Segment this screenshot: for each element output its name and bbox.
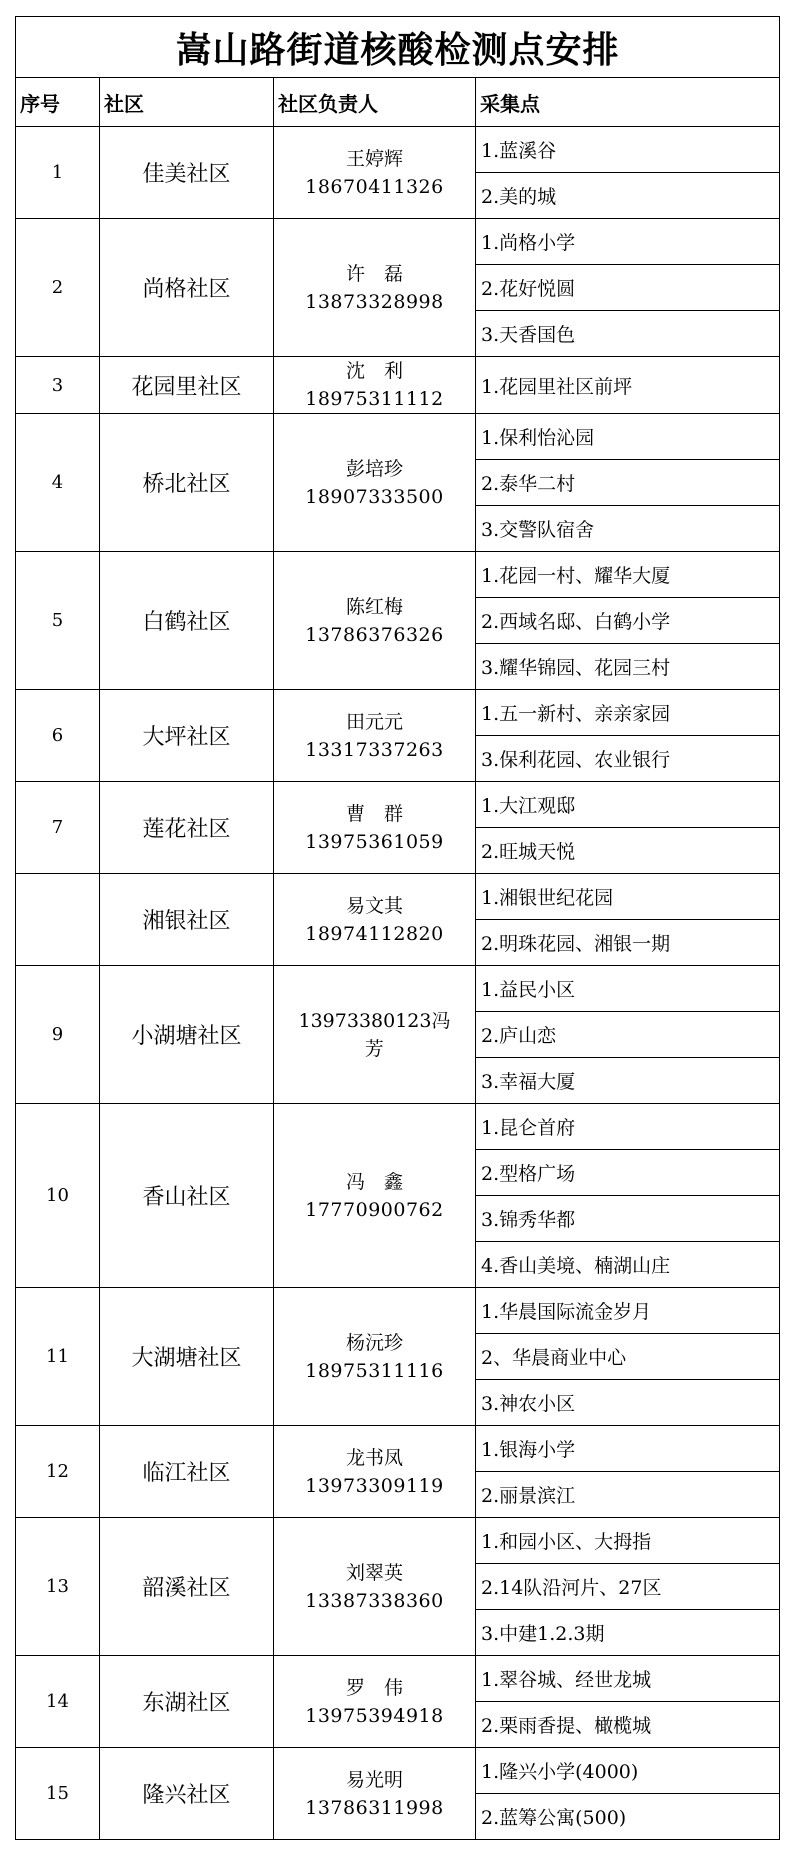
community-leader-cell: [274, 127, 476, 219]
collection-site: 1.翠谷城、经世龙城: [476, 1656, 780, 1702]
row-index: 1: [16, 127, 100, 219]
table-row: [16, 414, 780, 460]
row-index: 13: [16, 1518, 100, 1656]
table-row: [16, 1104, 780, 1150]
collection-site: 1.益民小区: [476, 966, 780, 1012]
collection-site: 1.五一新村、亲亲家园: [476, 690, 780, 736]
collection-site: 2.丽景滨江: [476, 1472, 780, 1518]
leader-phone: 17770900762: [305, 1198, 444, 1221]
community-name: 东湖社区: [100, 1656, 274, 1748]
row-index: 4: [16, 414, 100, 552]
community-leader-cell: [274, 1748, 476, 1840]
table-row: [16, 357, 780, 414]
leader-phone: 18975311116: [305, 1359, 444, 1382]
community-leader-cell: [274, 1288, 476, 1426]
collection-site: 1.昆仑首府: [476, 1104, 780, 1150]
community-name: 花园里社区: [100, 357, 274, 414]
collection-site: 3.神农小区: [476, 1380, 780, 1426]
leader-name: 杨沅珍: [345, 1331, 403, 1354]
row-index: 6: [16, 690, 100, 782]
table-row: [16, 1518, 780, 1564]
community-leader-cell: [274, 552, 476, 690]
row-index: 15: [16, 1748, 100, 1840]
collection-site: 2.西域名邸、白鹤小学: [476, 598, 780, 644]
community-name: 小湖塘社区: [100, 966, 274, 1104]
leader-phone: 13873328998: [305, 290, 444, 313]
leader-name: 曹 群: [345, 802, 403, 825]
leader-phone: 13973309119: [305, 1474, 444, 1497]
collection-site: 2.明珠花园、湘银一期: [476, 920, 780, 966]
collection-site: 2.蓝筹公寓(500): [476, 1794, 780, 1840]
table-row: [16, 1748, 780, 1794]
community-leader-cell: [274, 1656, 476, 1748]
table-row: [16, 1656, 780, 1702]
leader-phone: 18974112820: [305, 922, 444, 945]
collection-site: 1.大江观邸: [476, 782, 780, 828]
community-name: 大坪社区: [100, 690, 274, 782]
table-row: [16, 690, 780, 736]
leader-name: 易光明: [345, 1768, 403, 1791]
community-name: 临江社区: [100, 1426, 274, 1518]
collection-site: 2.14队沿河片、27区: [476, 1564, 780, 1610]
row-index: 5: [16, 552, 100, 690]
community-leader-cell: [274, 414, 476, 552]
leader-name: 龙书凤: [345, 1446, 403, 1469]
community-leader-cell: [274, 690, 476, 782]
collection-site: 1.保利怡沁园: [476, 414, 780, 460]
collection-site: 2.庐山恋: [476, 1012, 780, 1058]
community-name: 湘银社区: [100, 874, 274, 966]
community-leader-cell: [274, 966, 476, 1104]
collection-site: 3.天香国色: [476, 311, 780, 357]
table-row: [16, 552, 780, 598]
row-index: 12: [16, 1426, 100, 1518]
collection-site: 1.和园小区、大拇指: [476, 1518, 780, 1564]
table-row: [16, 219, 780, 265]
table-row: [16, 874, 780, 920]
community-leader-cell: [274, 782, 476, 874]
row-index: 10: [16, 1104, 100, 1288]
leader-name: 许 磊: [345, 262, 403, 285]
row-index: [16, 874, 100, 966]
community-leader-cell: [274, 874, 476, 966]
leader-name: 沈 利: [345, 360, 403, 382]
leader-name: 田元元: [345, 710, 403, 733]
header-sites: 采集点: [476, 78, 780, 127]
row-index: 3: [16, 357, 100, 414]
header-leader: 社区负责人: [274, 78, 476, 127]
leader-phone: 18670411326: [305, 175, 444, 198]
row-index: 2: [16, 219, 100, 357]
collection-site: 2.型格广场: [476, 1150, 780, 1196]
collection-site: 2.花好悦圆: [476, 265, 780, 311]
header-index: 序号: [16, 78, 100, 127]
collection-site: 3.交警队宿舍: [476, 506, 780, 552]
collection-site: 3.锦秀华都: [476, 1196, 780, 1242]
arrangement-table: [15, 16, 780, 1840]
collection-site: 3.幸福大厦: [476, 1058, 780, 1104]
leader-phone: 芳: [364, 1037, 385, 1060]
table-row: [16, 1426, 780, 1472]
collection-site: 3.保利花园、农业银行: [476, 736, 780, 782]
leader-name: 刘翠英: [345, 1561, 403, 1584]
leader-phone: 13975361059: [305, 830, 444, 853]
leader-name: 罗 伟: [345, 1676, 403, 1699]
leader-phone: 18907333500: [305, 485, 444, 508]
leader-phone: 13786376326: [305, 623, 444, 646]
community-name: 尚格社区: [100, 219, 274, 357]
leader-name: 易文其: [345, 894, 403, 917]
collection-site: 1.隆兴小学(4000): [476, 1748, 780, 1794]
community-leader-cell: [274, 357, 476, 414]
leader-phone: 13387338360: [305, 1589, 444, 1612]
collection-site: 2.旺城天悦: [476, 828, 780, 874]
leader-name: 彭培珍: [345, 457, 403, 480]
table-row: [16, 1288, 780, 1334]
leader-name: 王婷辉: [345, 147, 403, 170]
row-index: 7: [16, 782, 100, 874]
header-community: 社区: [100, 78, 274, 127]
community-name: 香山社区: [100, 1104, 274, 1288]
leader-name: 陈红梅: [345, 595, 403, 618]
leader-name: 冯 鑫: [345, 1170, 403, 1193]
community-name: 大湖塘社区: [100, 1288, 274, 1426]
community-name: 白鹤社区: [100, 552, 274, 690]
community-leader-cell: [274, 1104, 476, 1288]
collection-site: 3.耀华锦园、花园三村: [476, 644, 780, 690]
collection-site: 1.湘银世纪花园: [476, 874, 780, 920]
collection-site: 1.蓝溪谷: [476, 127, 780, 173]
collection-site: 1.尚格小学: [476, 219, 780, 265]
collection-site: 4.香山美境、楠湖山庄: [476, 1242, 780, 1288]
collection-site: 2.泰华二村: [476, 460, 780, 506]
row-index: 14: [16, 1656, 100, 1748]
collection-site: 2.美的城: [476, 173, 780, 219]
table-row: [16, 127, 780, 173]
header-row: [16, 78, 780, 127]
collection-site: 1.花园里社区前坪: [476, 357, 780, 414]
collection-site: 1.华晨国际流金岁月: [476, 1288, 780, 1334]
page-title: 嵩山路街道核酸检测点安排: [16, 17, 780, 78]
community-name: 莲花社区: [100, 782, 274, 874]
community-name: 隆兴社区: [100, 1748, 274, 1840]
community-name: 韶溪社区: [100, 1518, 274, 1656]
collection-site: 3.中建1.2.3期: [476, 1610, 780, 1656]
leader-phone: 13975394918: [305, 1704, 444, 1727]
community-leader-cell: [274, 1426, 476, 1518]
leader-name: 13973380123冯: [298, 1009, 451, 1032]
collection-site: 2.栗雨香提、橄榄城: [476, 1702, 780, 1748]
leader-phone: 18975311112: [305, 388, 444, 410]
leader-phone: 13317337263: [305, 738, 444, 761]
community-name: 桥北社区: [100, 414, 274, 552]
collection-site: 2、华晨商业中心: [476, 1334, 780, 1380]
leader-phone: 13786311998: [305, 1796, 444, 1819]
collection-site: 1.银海小学: [476, 1426, 780, 1472]
table-row: [16, 782, 780, 828]
community-leader-cell: [274, 1518, 476, 1656]
row-index: 9: [16, 966, 100, 1104]
table-row: [16, 966, 780, 1012]
community-leader-cell: [274, 219, 476, 357]
row-index: 11: [16, 1288, 100, 1426]
community-name: 佳美社区: [100, 127, 274, 219]
title-row: [16, 17, 780, 78]
collection-site: 1.花园一村、耀华大厦: [476, 552, 780, 598]
